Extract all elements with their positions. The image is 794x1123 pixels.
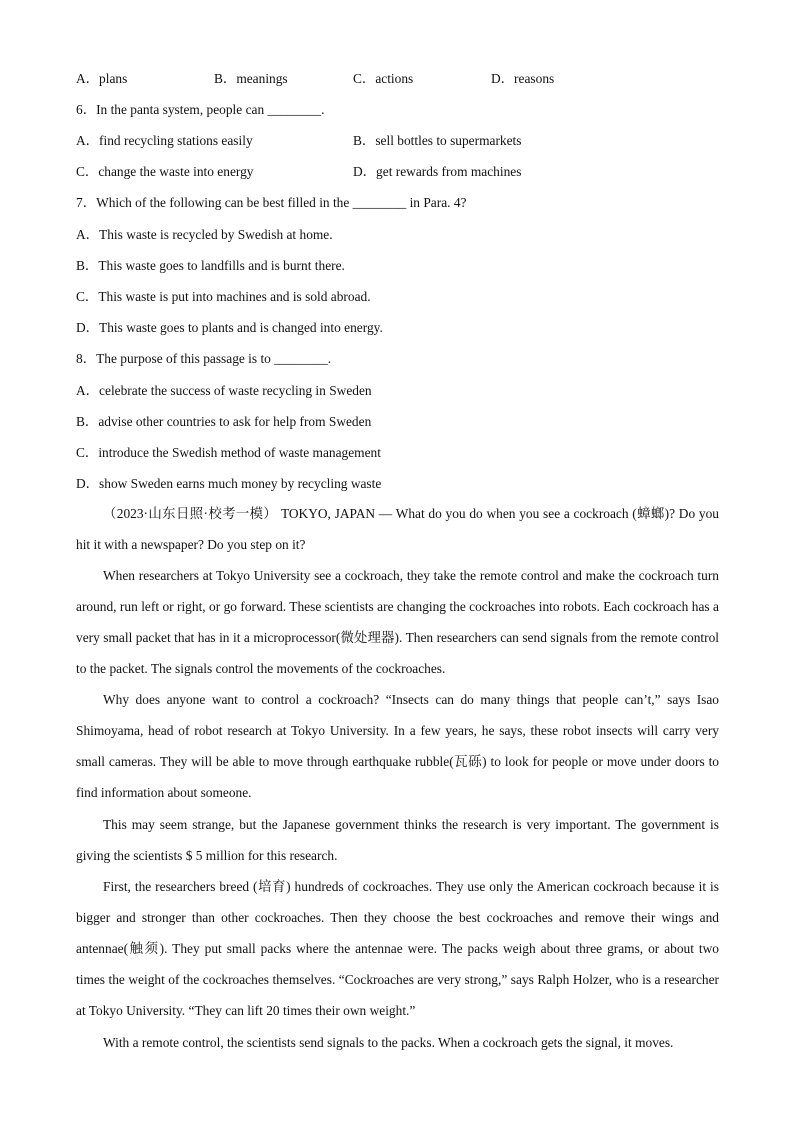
q8-option-d: D．show Sweden earns much money by recycling waste — [76, 476, 382, 491]
q7-option-c: C．This waste is put into machines and is sold abroad. — [76, 289, 371, 304]
q5-option-a: A．plans — [76, 71, 128, 86]
q6-option-d: D．get rewards from machines — [353, 164, 522, 179]
q7-option-a: A．This waste is recycled by Swedish at home. — [76, 227, 333, 242]
q8-option-c: C．introduce the Swedish method of waste management — [76, 445, 381, 460]
q6-option-b: B．sell bottles to supermarkets — [353, 133, 522, 148]
passage-paragraph-1: When researchers at Tokyo University see a cockroach, they take the remote control and make the cockroach turn around, run left or right, or go forward. These scientists are changing the cockroaches into robots. Each cockroach has a very small packet that has in it a microprocessor(微处理器). Then researchers can send signals from the remote control to the packet. The signals control the movements of the cockroaches. — [76, 568, 719, 676]
q6-option-c: C．change the waste into energy — [76, 164, 254, 179]
q8-stem: 8．The purpose of this passage is to ________. — [76, 351, 332, 366]
q5-option-d: D．reasons — [491, 71, 555, 86]
passage-paragraph-5: With a remote control, the scientists send signals to the packs. When a cockroach gets the signal, it moves. — [103, 1035, 674, 1050]
passage-intro: （2023·山东日照·校考一模） TOKYO, JAPAN — What do you do when you see a cockroach (蟑螂)? Do you hit it with a newspaper? Do you step on it? — [76, 506, 719, 552]
passage-paragraph-4: First, the researchers breed (培育) hundreds of cockroaches. They use only the American cockroach because it is bigger and stronger than other cockroaches. Then they choose the best cockroaches and remove their wings and antennae(触须). They put small packs where the antennae were. The packs weigh about three grams, or about two times the weight of the cockroaches themselves. “Cockroaches are very strong,” says Ralph Holzer, who is a researcher at Tokyo University. “They can lift 20 times their own weight.” — [76, 879, 719, 1018]
q8-option-a: A．celebrate the success of waste recycling in Sweden — [76, 383, 372, 398]
passage-paragraph-2: Why does anyone want to control a cockroach? “Insects can do many things that people can’t,” says Isao Shimoyama, head of robot research at Tokyo University. In a few years, he says, these robot insects will carry very small cameras. They will be able to move through earthquake rubble(瓦砾) to look for people or move under doors to find information about someone. — [76, 692, 719, 800]
q7-stem: 7．Which of the following can be best filled in the ________ in Para. 4? — [76, 195, 467, 210]
q6-stem: 6．In the panta system, people can ________. — [76, 102, 325, 117]
q7-option-b: B．This waste goes to landfills and is burnt there. — [76, 258, 345, 273]
q7-option-d: D．This waste goes to plants and is changed into energy. — [76, 320, 383, 335]
q6-option-a: A．find recycling stations easily — [76, 133, 253, 148]
passage-paragraph-3: This may seem strange, but the Japanese government thinks the research is very important. The government is giving the scientists $ 5 million for this research. — [76, 817, 719, 863]
q5-option-c: C．actions — [353, 71, 414, 86]
q5-option-b: B．meanings — [214, 71, 288, 86]
q8-option-b: B．advise other countries to ask for help from Sweden — [76, 414, 372, 429]
